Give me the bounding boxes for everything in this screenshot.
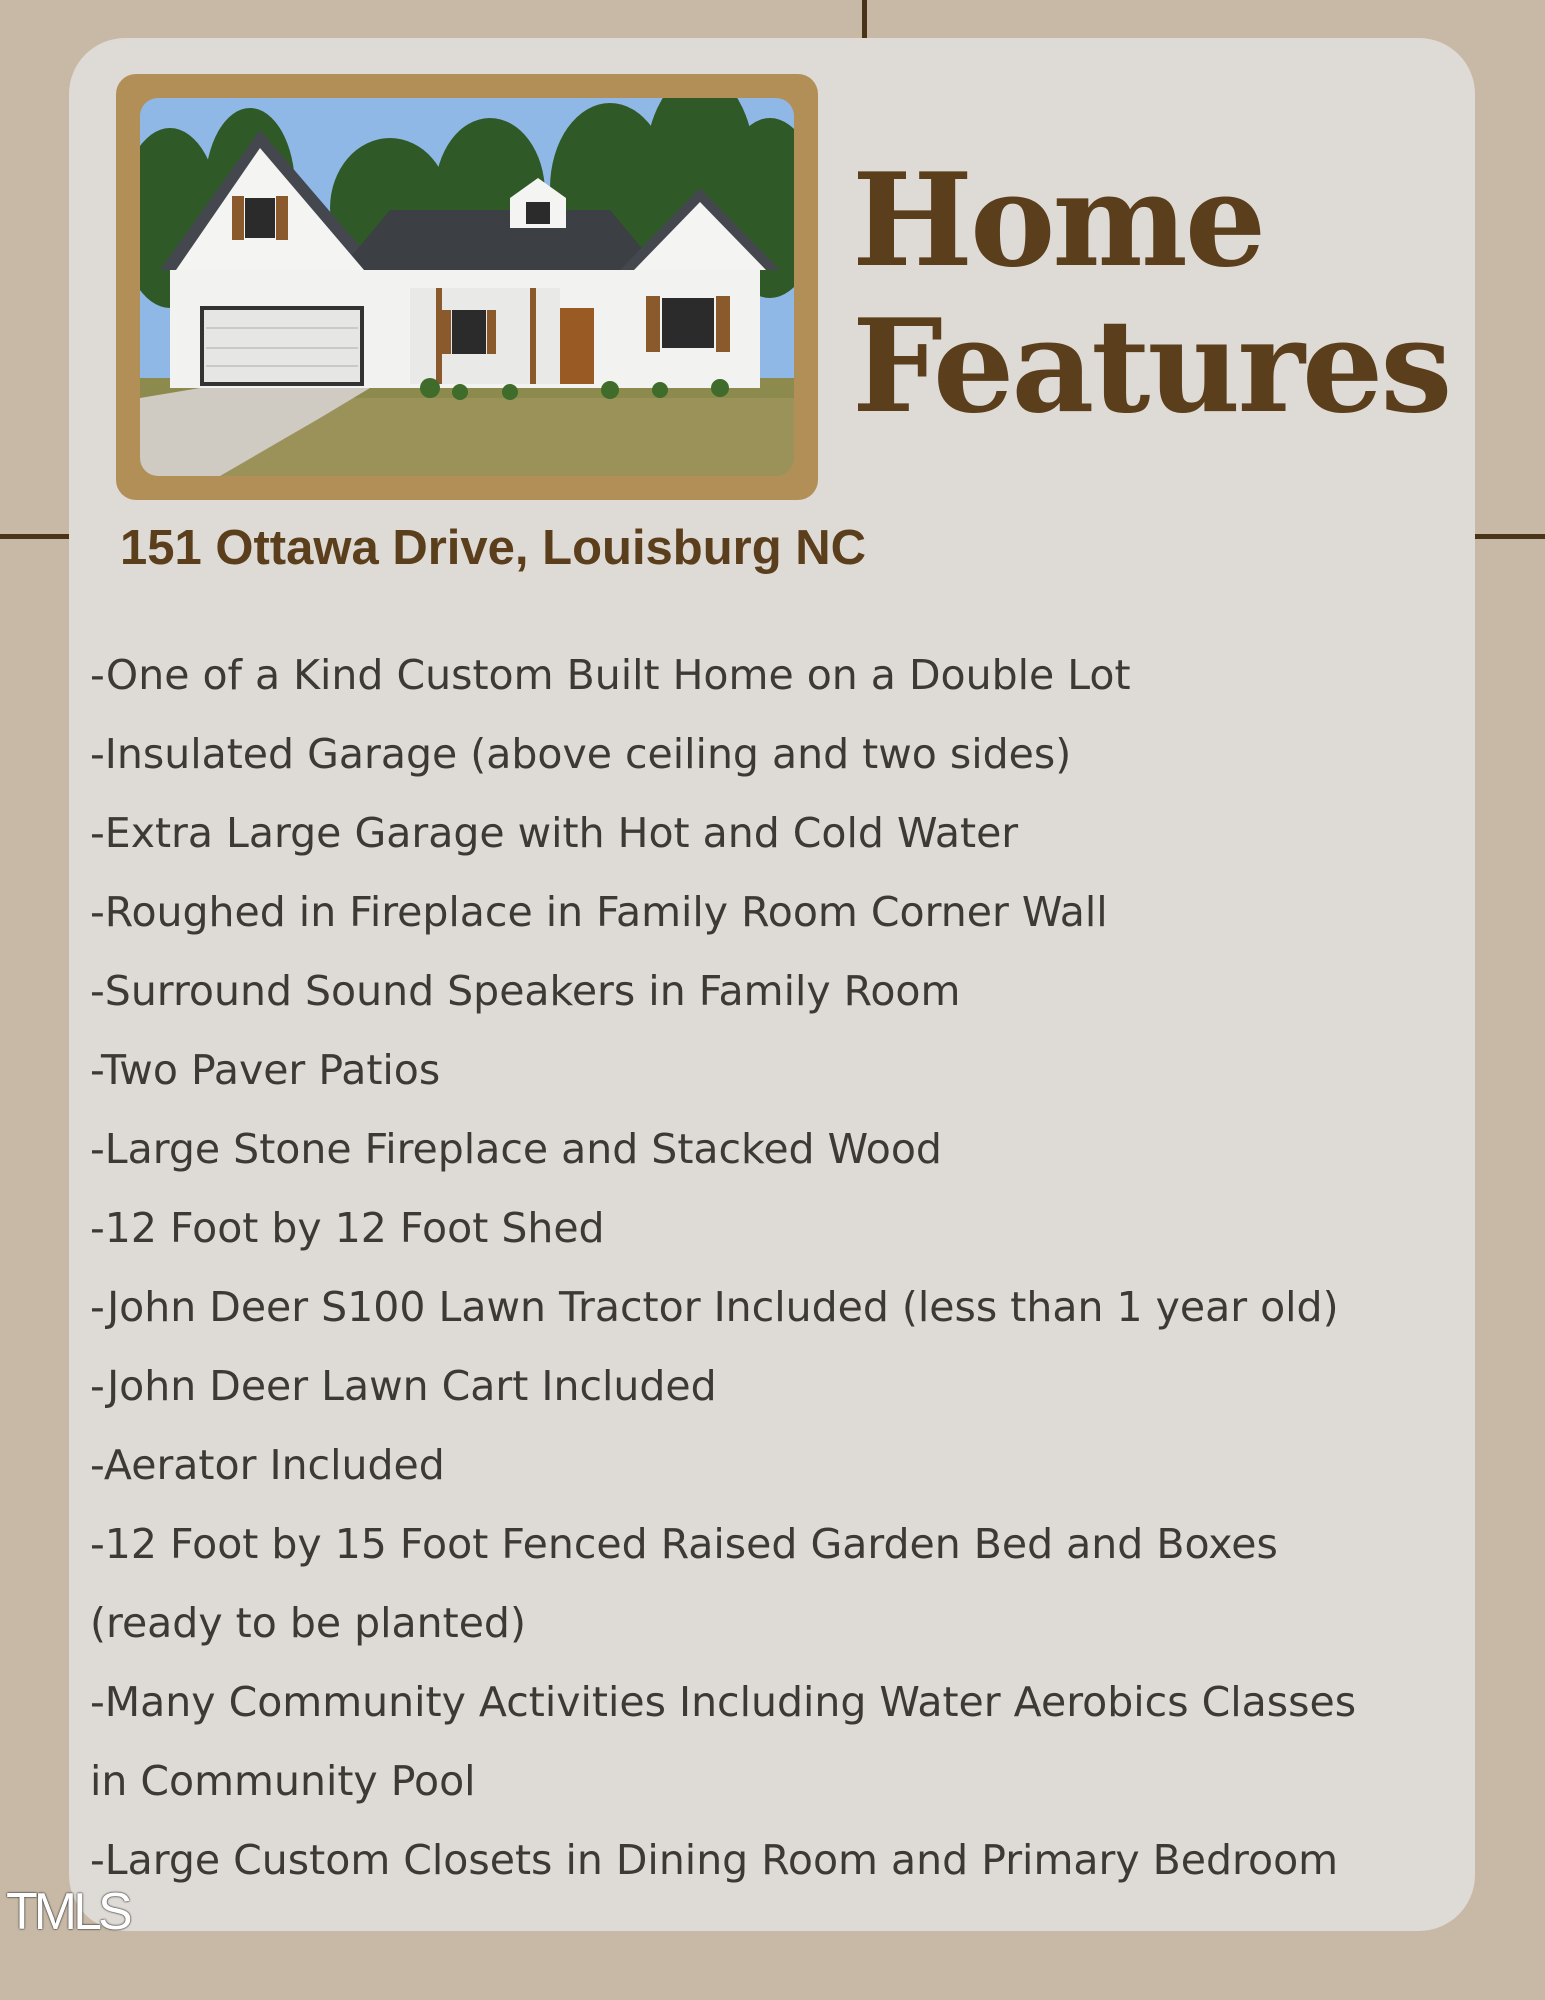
feature-item: -12 Foot by 15 Foot Fenced Raised Garden Bed and Boxes xyxy=(90,1520,1278,1568)
house-photo xyxy=(140,98,794,476)
title-line-2: Features xyxy=(852,292,1450,442)
feature-item: -Roughed in Fireplace in Family Room Corner Wall xyxy=(90,888,1108,936)
tmls-watermark: TMLS xyxy=(6,1883,129,1941)
feature-item: -John Deer S100 Lawn Tractor Included (less than 1 year old) xyxy=(90,1283,1339,1331)
feature-item: -Surround Sound Speakers in Family Room xyxy=(90,967,961,1015)
feature-item: -Extra Large Garage with Hot and Cold Water xyxy=(90,809,1019,857)
decorative-rule-left xyxy=(0,534,70,539)
feature-item: -12 Foot by 12 Foot Shed xyxy=(90,1204,605,1252)
feature-item-continuation: in Community Pool xyxy=(90,1757,476,1805)
feature-item: -One of a Kind Custom Built Home on a Double Lot xyxy=(90,651,1131,699)
feature-item: -Large Stone Fireplace and Stacked Wood xyxy=(90,1125,942,1173)
decorative-rule-top xyxy=(862,0,867,38)
feature-item: -Aerator Included xyxy=(90,1441,445,1489)
feature-item: -Insulated Garage (above ceiling and two sides) xyxy=(90,730,1072,778)
feature-item: -Large Custom Closets in Dining Room and Primary Bedroom xyxy=(90,1836,1339,1884)
features-list xyxy=(90,636,1450,1900)
property-address: 151 Ottawa Drive, Louisburg NC xyxy=(120,521,867,575)
feature-item: -Two Paver Patios xyxy=(90,1046,441,1094)
page-title xyxy=(852,148,1449,440)
feature-item: -John Deer Lawn Cart Included xyxy=(90,1362,717,1410)
title-line-1: Home xyxy=(852,146,1264,296)
feature-item-continuation: (ready to be planted) xyxy=(90,1599,526,1647)
feature-item: -Many Community Activities Including Water Aerobics Classes xyxy=(90,1678,1357,1726)
decorative-rule-right xyxy=(1474,534,1545,539)
house-photo-frame xyxy=(116,74,818,500)
